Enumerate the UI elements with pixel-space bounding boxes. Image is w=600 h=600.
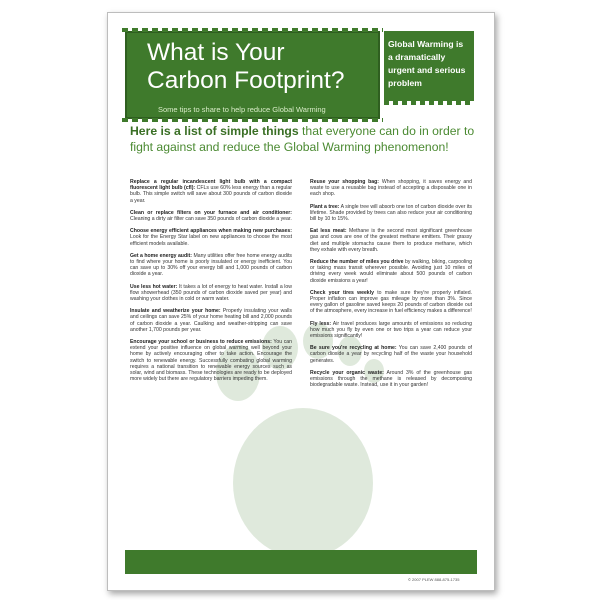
tip-heading: Insulate and weatherize your home: (130, 308, 221, 315)
tip-heading: Replace a regular incandescent light bulb with a compact fluorescent light bulb (cfl): (130, 179, 292, 192)
tip-item (310, 370, 472, 389)
lead-bold: Here is a list of simple things (130, 124, 299, 138)
tip-body: Methane is the second most significant greenhouse gas and cows are one of the greatest methane emitters. Their grassy diet and multiple stomachs cause them to produce methane, which they exhale with every breath. (310, 228, 473, 253)
tip-item (130, 228, 292, 247)
tip-item (130, 284, 292, 303)
tip-item (310, 345, 472, 364)
tip-body: It takes a lot of energy to heat water. Install a low flow showerhead (350 pounds of carbon dioxide saved per year) and washing your clothes in cold or warm water. (130, 283, 292, 303)
tip-body: When shopping, it saves energy and waste to use a reusable bag instead of accepting a disposable one in each shop. (310, 179, 472, 198)
header-banner (125, 31, 380, 119)
tip-body: to make sure they're properly inflated. Proper inflation can improve gas mileage by more than 3%. Since every gallon of gasoline saved keeps 20 pounds of carbon dioxide out of the atmosphere, every increase in fuel efficiency makes a difference! (310, 289, 473, 315)
tip-item (310, 204, 472, 223)
footer-band (125, 550, 477, 574)
tip-heading: Check your tires weekly (310, 289, 374, 296)
copyright-text: © 2007 PLEW 888-875-1735 (408, 577, 460, 582)
page-subtitle: Some tips to share to help reduce Global Warming (158, 105, 326, 114)
tip-body: Look for the Energy Star label on new appliances to choose the most efficient models available. (130, 234, 292, 247)
tip-heading: Clean or replace filters on your furnace and air conditioner: (130, 209, 292, 216)
tip-body: Many utilities offer free home energy audits to find where your home is poorly insulated or energy inefficient. You can save up to 30% off your energy bill and 1,000 pounds of carbon dioxide a year. (130, 252, 292, 278)
title-line-1: What is Your (147, 39, 285, 66)
tip-heading: Fly less: (310, 320, 332, 327)
tip-item (130, 210, 292, 222)
tip-heading: Choose energy efficient appliances when making new purchases: (130, 228, 292, 235)
tip-heading: Recycle your organic waste: (310, 369, 384, 376)
tip-body: You can extend your positive influence on global warming well beyond your home by actively encouraging other to take action. Encourage the switch to renewable energy. Successfully combating global warming requires a national transition to renewable energy sources such as solar, wind and biomass. These technologies are ready to be deployed more widely but there are regulatory barriers impeding them. (130, 339, 292, 383)
tip-item (130, 179, 292, 204)
tip-body: CFLs use 60% less energy than a regular bulb. This simple switch will save about 300 pounds of carbon dioxide a year. (130, 185, 292, 204)
tip-item (130, 308, 292, 333)
tip-item (130, 253, 292, 278)
tip-heading: Reuse your shopping bag: (310, 179, 380, 185)
tips-column-left (130, 179, 292, 388)
tip-item (130, 339, 292, 382)
tip-item (310, 290, 472, 315)
title-line-2: Carbon Footprint? (147, 67, 345, 94)
tip-body: by walking, biking, carpooling or taking mass transit wherever possible. Avoiding just 10 miles of driving every week would eliminate about 500 pounds of carbon dioxide emissions a year! (310, 259, 473, 284)
tip-item (310, 259, 472, 284)
tip-body: A single tree will absorb one ton of carbon dioxide over its lifetime. Shade provided by trees can also reduce your air conditioning bill by 10 to 15%. (310, 203, 472, 223)
tip-heading: Eat less meat: (310, 228, 347, 235)
tip-body: You can save 2,400 pounds of carbon dioxide a year by recycling half of the waste your household generates. (310, 345, 472, 364)
poster (107, 12, 495, 591)
tip-heading: Plant a tree: (310, 203, 340, 210)
tip-item (310, 228, 472, 253)
tip-item (310, 179, 472, 198)
tip-heading: Use less hot water: (130, 283, 178, 290)
lead-paragraph (130, 123, 475, 155)
lead-rest: that everyone can do in order to fight against and reduce the Global Warming phenomenon! (130, 124, 475, 154)
tip-body: Cleaning a dirty air filter can save 350 pounds of carbon dioxide a year. (130, 216, 292, 223)
side-callout: Global Warming is a dramatically urgent and serious problem (384, 31, 474, 101)
tip-item (310, 321, 472, 340)
tips-column-right (310, 179, 472, 394)
tip-body: Properly insulating your walls and ceilings can save 25% of your home heating bill and 2,000 pounds of carbon dioxide a year. Caulking and weather-stripping can save another 1,700 pounds per year. (130, 308, 292, 333)
tip-body: Air travel produces large amounts of emissions so reducing how much you fly by even one or two trips a year can reduce your emissions significantly! (310, 320, 472, 340)
tip-heading: Be sure you're recycling at home: (310, 345, 397, 352)
tip-heading: Reduce the number of miles you drive (310, 259, 404, 266)
page-title (147, 39, 377, 95)
tip-heading: Get a home energy audit: (130, 252, 192, 259)
tip-body: Around 3% of the greenhouse gas emissions through the methane is released by decomposing biodegradable waste. Instead, use it in your garden! (310, 369, 472, 389)
tip-heading: Encourage your school or business to reduce emissions: (130, 339, 272, 346)
